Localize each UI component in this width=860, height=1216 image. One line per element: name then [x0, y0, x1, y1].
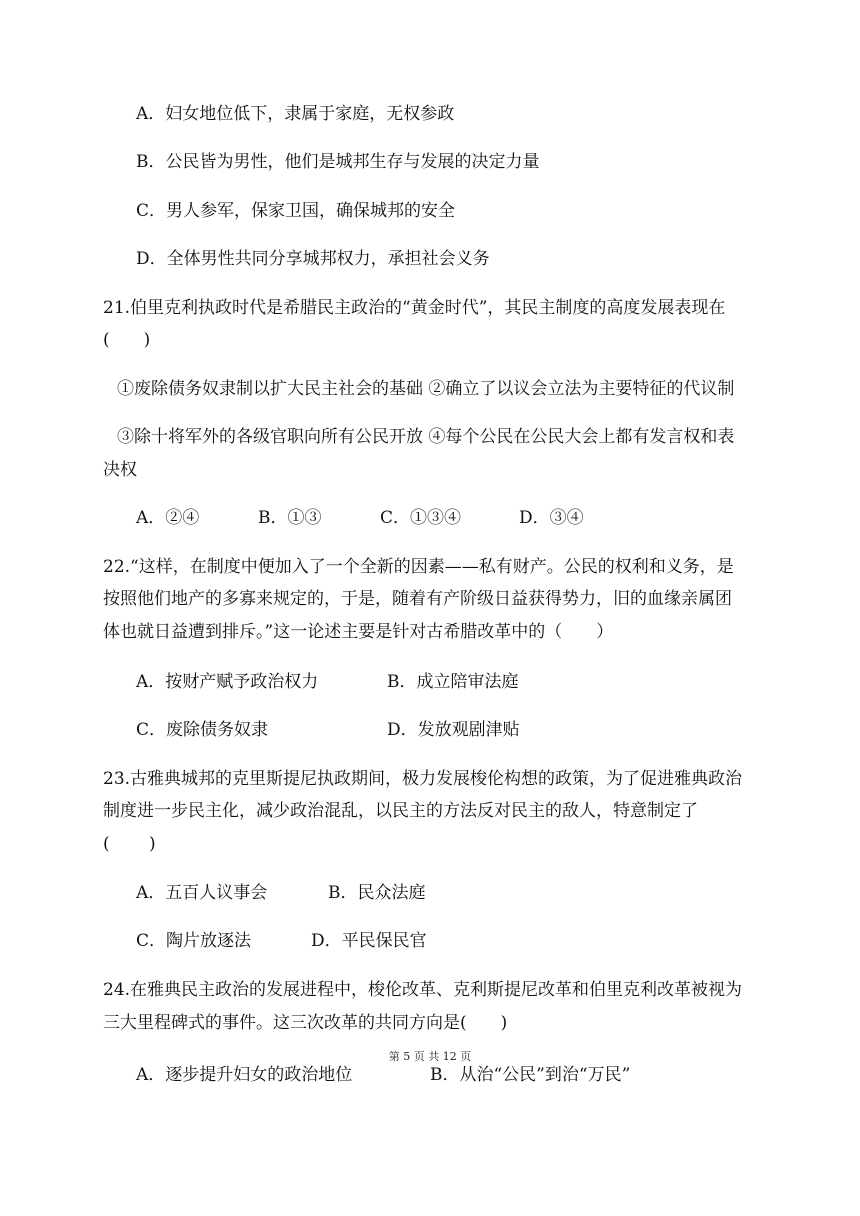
q23-option-c: C．陶片放逐法: [136, 931, 252, 951]
q21-items-line3: 决权: [103, 460, 137, 480]
q23-stem-line3: ( ): [103, 834, 156, 854]
q23-option-d: D．平民保民官: [311, 931, 427, 951]
q23-options-row1: [0, 882, 860, 904]
q22-option-c: C．废除债务奴隶: [136, 720, 269, 740]
q21-options-row: [0, 507, 860, 529]
q23-options-row2: [0, 930, 860, 952]
q21-items-line1: ①废除债务奴隶制以扩大民主社会的基础 ②确立了以议会立法为主要特征的代议制: [117, 379, 735, 399]
q24-stem-line1: 24.在雅典民主政治的发展进程中，梭伦改革、克利斯提尼改革和伯里克利改革被视为: [103, 980, 743, 1000]
q21-option-d: D．③④: [519, 508, 584, 528]
q20-option-b: B．公民皆为男性，他们是城邦生存与发展的决定力量: [136, 152, 540, 172]
q20-option-d: D．全体男性共同分享城邦权力，承担社会义务: [136, 249, 490, 269]
q23-stem-line1: 23.古雅典城邦的克里斯提尼执政期间，极力发展梭伦构想的政策，为了促进雅典政治: [103, 769, 743, 789]
q22-option-b: B．成立陪审法庭: [387, 672, 519, 692]
q23-option-b: B．民众法庭: [328, 883, 426, 903]
page-number-footer: 第 5 页 共 12 页: [388, 1050, 472, 1063]
q24-option-b: B．从治“公民”到治“万民”: [430, 1065, 631, 1085]
q22-options-row2: [0, 719, 860, 741]
q20-option-c: C．男人参军，保家卫国，确保城邦的安全: [136, 201, 456, 221]
q21-option-b: B．①③: [258, 508, 322, 528]
q21-option-a: A．②④: [136, 508, 200, 528]
q22-stem-line1: 22.“这样，在制度中便加入了一个全新的因素——私有财产。公民的权利和义务，是: [103, 557, 734, 577]
q22-stem-line3: 体也就日益遭到排斥。”这一论述主要是针对古希腊改革中的（ ）: [103, 622, 614, 642]
q24-stem-line2: 三大里程碑式的事件。这三次改革的共同方向是( ): [103, 1013, 508, 1033]
q22-options-row1: [0, 671, 860, 693]
q24-options-row1: [0, 1064, 860, 1086]
q23-option-a: A．五百人议事会: [136, 883, 268, 903]
q20-option-a: A．妇女地位低下，隶属于家庭，无权参政: [136, 104, 455, 124]
q23-stem-line2: 制度进一步民主化，减少政治混乱，以民主的方法反对民主的敌人，特意制定了: [103, 801, 698, 821]
q21-items-line2: ③除十将军外的各级官职向所有公民开放 ④每个公民在公民大会上都有发言权和表: [117, 427, 735, 447]
q21-stem-line2: ( ): [103, 330, 151, 350]
q22-stem-line2: 按照他们地产的多寡来规定的，于是，随着有产阶级日益获得势力，旧的血缘亲属团: [103, 589, 732, 609]
q22-option-a: A．按财产赋予政治权力: [136, 672, 319, 692]
q21-option-c: C．①③④: [380, 508, 462, 528]
q22-option-d: D．发放观剧津贴: [387, 720, 520, 740]
q24-option-a: A．逐步提升妇女的政治地位: [136, 1065, 353, 1085]
q21-stem-line1: 21.伯里克利执政时代是希腊民主政治的“黄金时代”，其民主制度的高度发展表现在: [103, 298, 726, 318]
